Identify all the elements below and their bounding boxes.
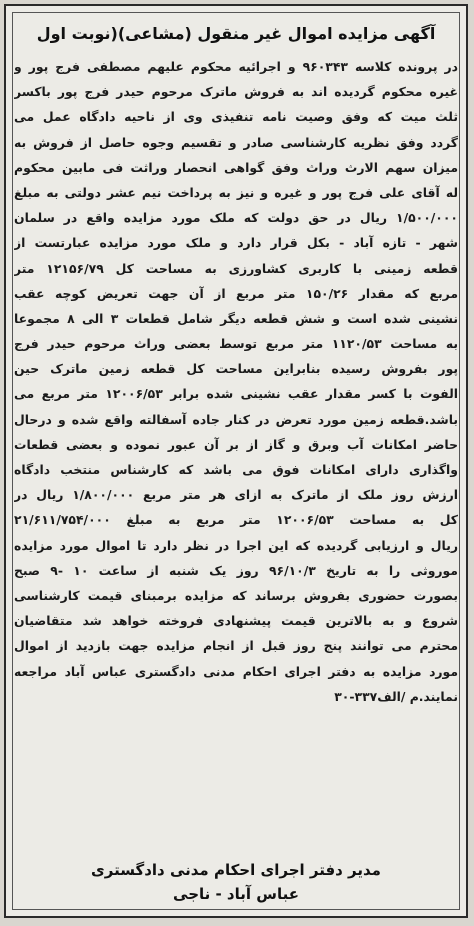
notice-line: نشینی شده است و شش قطعه دیگر شامل قطعات ۳ الی ۸ مجموعا bbox=[14, 310, 458, 326]
notice-line: ارزش روز ملک از ماترک به ازای هر متر مربع ۱/۸۰۰/۰۰۰ ریال در bbox=[14, 487, 458, 503]
notice-line: بصورت حضوری بفروش برساند که مزایده برمبنای قیمت کارشناسی bbox=[14, 587, 458, 603]
notice-title: آگهی مزایده اموال غیر منقول (مشاعی)(نوبت اول bbox=[36, 24, 436, 43]
notice-line: شروع و به بالاترین قیمت پیشنهادی فروخته خواهد شد متقاضیان bbox=[14, 613, 458, 629]
signature-name: عباس آباد - ناجی bbox=[173, 885, 299, 903]
signature-block bbox=[6, 858, 466, 906]
notice-line: باشد.قطعه زمین مورد تعرض در کنار جاده آسفالته واقع شده و درحال bbox=[14, 411, 458, 427]
notice-line: کل به مساحت ۱۲۰۰۶/۵۳ متر مربع به مبلغ ۲۱/۶۱۱/۷۵۴/۰۰۰ bbox=[14, 512, 458, 528]
notice-line: گردد وفق نظریه کارشناسی صادر و تقسیم وجوه حاصل از فروش به bbox=[14, 134, 458, 150]
notice-line: قطعه زمینی با کاربری کشاورزی به مساحت کل ۱۲۱۵۶/۷۹ متر bbox=[14, 260, 458, 276]
notice-body bbox=[14, 54, 458, 709]
notice-line: غیره محکوم گردیده اند به فروش ماترک مرحوم حیدر فرج پور باکسر bbox=[14, 84, 458, 100]
notice-line: نمایند.م /الف۳۳۷-۳۰ bbox=[334, 688, 458, 704]
notice-line: له آقای علی فرج پور و غیره و نیز به پرداخت نیم عشر دولتی به مبلغ bbox=[14, 184, 458, 200]
notice-line: مربع که مقدار ۱۵۰/۲۶ متر مربع از آن جهت تعریض کوچه عقب bbox=[14, 285, 458, 301]
notice-line: شهر - تازه آباد - بکل قرار دارد و ملک مورد مزایده عبارتست از bbox=[14, 235, 458, 251]
notice-line: ریال و ارزیابی گردیده که این اجرا در نظر دارد تا اموال مورد مزایده bbox=[14, 537, 458, 553]
notice-line: الفوت با کسر مقدار عقب نشینی شده برابر ۱۲۰۰۶/۵۳ متر مربع می bbox=[14, 386, 458, 402]
notice-line: محترم می توانند پنج روز قبل از انجام مزایده جهت بازدید از اموال bbox=[14, 638, 458, 654]
notice-line: میزان سهم الارث وراث وفق گواهی انحصار وراثت فی مابین محکوم bbox=[14, 159, 458, 175]
notice-line: به مساحت ۱۱۲۰/۵۳ متر مربع توسط بعضی وراث مرحوم حیدر فرج bbox=[14, 336, 458, 352]
notice-line: در پرونده کلاسه ۹۶۰۳۴۳ و اجرائیه محکوم علیهم مصطفی فرج پور و bbox=[14, 59, 458, 74]
notice-line: مورد مزایده به دفتر اجرای احکام مدنی دادگستری عباس آباد مراجعه bbox=[14, 663, 458, 679]
newspaper-clipping bbox=[4, 4, 468, 918]
signature-office: مدیر دفتر اجرای احکام مدنی دادگستری bbox=[91, 861, 381, 879]
notice-line: واگذاری دارای امکانات فوق می باشد که کارشناس منتخب دادگاه bbox=[14, 462, 458, 477]
notice-line: موروثی را به تاریخ ۹۶/۱۰/۳ روز یک شنبه از ساعت ۱۰ -۹ صبح bbox=[14, 562, 458, 578]
notice-line: ۱/۵۰۰/۰۰۰ ریال در حق دولت که ملک مورد مزایده واقع در سلمان bbox=[14, 210, 458, 226]
notice-line: حاضر امکانات آب وبرق و گاز از بر آن عبور نموده و بعضی قطعات bbox=[14, 436, 458, 452]
notice-line: پور بفروش رسیده بنابراین مساحت کل قطعه زمین ماترک حین bbox=[14, 361, 458, 377]
notice-line: ثلث میت که وفق وصیت نامه تنفیذی وی از ناحیه دادگاه عمل می bbox=[14, 109, 458, 125]
